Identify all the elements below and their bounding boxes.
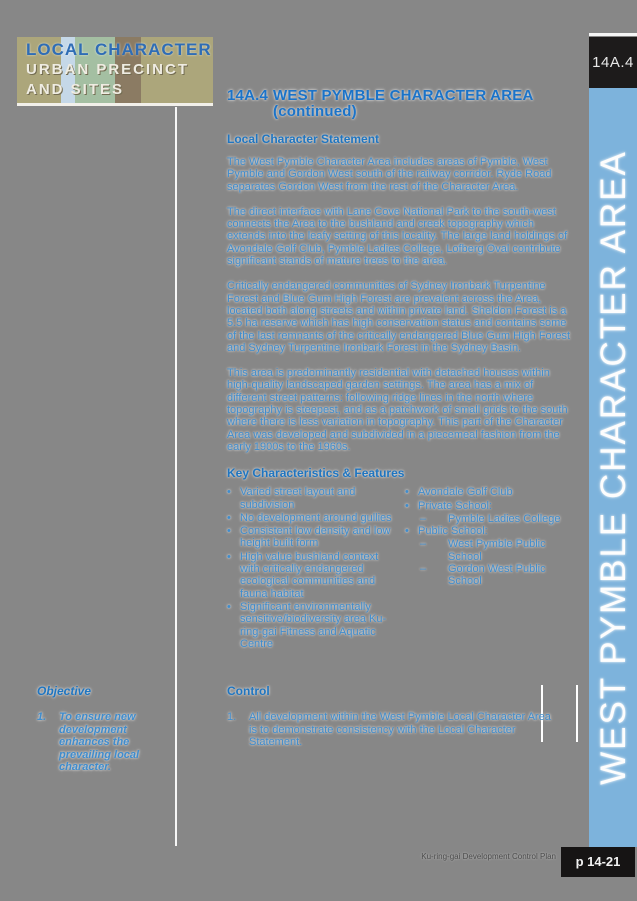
dash-icon: [420, 513, 448, 525]
list-item-text: No development around gullies: [240, 511, 392, 524]
objective-item-text: To ensure new development enhances the prevailing local character.: [59, 711, 140, 774]
bullet-icon: [405, 500, 418, 512]
dash-icon: [420, 538, 448, 563]
list-item-text: Private School:: [418, 499, 492, 512]
paragraph: This area is predominantly residential with detached houses within high-quality landscaped garden settings. The area has a mix of different street patterns: following ridge lines in the north where topography is steepest, and as a patchwork of small grids to the south where there is less variation in topography. This part of the Character Area was developed and subdivided in a piecemeal fashion from the early 1900s to the 1960s.: [227, 367, 568, 453]
list-item: [227, 525, 405, 550]
page-title: [227, 88, 571, 120]
local-character-header-box: [17, 37, 213, 106]
control-item-text: All development within the West Pymble Local Character Area is to demonstrate consistency with the Local Character Statement.: [249, 711, 551, 749]
list-item-text: High value bushland context with critically endangered ecological communities and fauna habitat: [240, 550, 379, 600]
bullet-icon: [227, 512, 240, 524]
bullet-icon: [227, 525, 240, 550]
statement-heading: Local Character Statement: [227, 132, 380, 146]
objective-item-number: 1.: [37, 711, 47, 723]
key-characteristics-columns: [227, 486, 571, 651]
sub-list-item: [420, 513, 571, 525]
left-column-divider-line: [175, 107, 177, 846]
bullet-icon: [227, 601, 240, 650]
objective-section: [37, 684, 167, 774]
paragraph: Critically endangered communities of Sydney Ironbark Turpentine Forest and Blue Gum High Forest are prevalent across the Area, located both along streets and within private land. Sheldon Forest is a 5.5 ha reserve which has high conservation status and contains some of the last remnants of the critically endangered Blue Gum High Forest and Sydney Turpentine Ironbark Forest in the Sydney Basin.: [227, 280, 571, 354]
footer-document-title: Ku-ring-gai Development Control Plan: [421, 852, 556, 861]
header-text-block: [17, 37, 213, 100]
control-item-number: 1.: [227, 711, 237, 723]
list-item-text: Avondale Golf Club: [418, 486, 513, 499]
sidebar-vertical-title: WEST PYMBLE CHARACTER AREA: [594, 150, 633, 785]
sub-list-item: [420, 538, 571, 563]
control-section: [227, 684, 559, 749]
key-characteristics-right-column: [405, 486, 571, 651]
key-characteristics-heading: Key Characteristics & Features: [227, 466, 405, 481]
list-item-text: Varied street layout and subdivision: [240, 486, 356, 511]
list-item-text: Consistent low density and low height built form: [240, 525, 391, 550]
list-item: [227, 601, 405, 650]
list-item: [227, 551, 405, 600]
objective-heading: Objective: [37, 684, 92, 698]
page-title-number: 14A.4: [227, 87, 269, 104]
control-heading: Control: [227, 684, 270, 698]
side-tab-top-line: [589, 33, 637, 36]
page-title-continued: (continued): [273, 103, 357, 120]
header-title: LOCAL CHARACTER: [26, 40, 212, 59]
list-item: [405, 500, 571, 512]
page-number-badge: p 14-21: [561, 847, 635, 877]
list-item: [405, 525, 571, 537]
sub-list-item-text: Gordon West Public School: [448, 563, 546, 588]
header-subtitle-2: AND SITES: [26, 81, 125, 98]
paragraph: The West Pymble Character Area includes areas of Pymble, West Pymble and Gordon West south of the railway corridor. Ryde Road separates Gordon West from the rest of the Character Area.: [227, 156, 552, 193]
bullet-icon: [227, 486, 240, 511]
bullet-icon: [405, 486, 418, 498]
dash-icon: [420, 563, 448, 588]
control-item: [227, 711, 559, 749]
sub-list-item-text: West Pymble Public School: [448, 538, 546, 563]
paragraph: The direct interface with Lane Cove National Park to the south-west connects the Area to the bushland and creek topography which extends into the leafy setting of this locality. The large land holdings of Avondale Golf Club, Pymble Ladies College, Lofberg Oval contribute significant stands of mature trees to the area.: [227, 205, 568, 268]
page-title-main: WEST PYMBLE CHARACTER AREA: [273, 87, 534, 104]
list-item-text: Public School:: [418, 525, 488, 538]
list-item: [405, 486, 571, 498]
bullet-icon: [405, 525, 418, 537]
key-characteristics-left-column: [227, 486, 405, 651]
page-title-text: [273, 88, 533, 120]
sub-list-item: [420, 563, 571, 588]
bullet-icon: [227, 551, 240, 600]
list-item-text: Significant environmentally sensitive/biodiversity area Ku-ring-gai Fitness and Aquatic Centre: [240, 600, 387, 650]
objective-item: [37, 711, 167, 774]
list-item: [227, 486, 405, 511]
section-tab: 14A.4: [589, 37, 637, 88]
list-item: [227, 512, 405, 524]
revision-change-bar: [576, 685, 578, 742]
header-subtitle-1: URBAN PRECINCT: [26, 61, 189, 78]
sub-list-item-text: Pymble Ladies College: [448, 512, 561, 525]
main-content: [227, 88, 571, 651]
